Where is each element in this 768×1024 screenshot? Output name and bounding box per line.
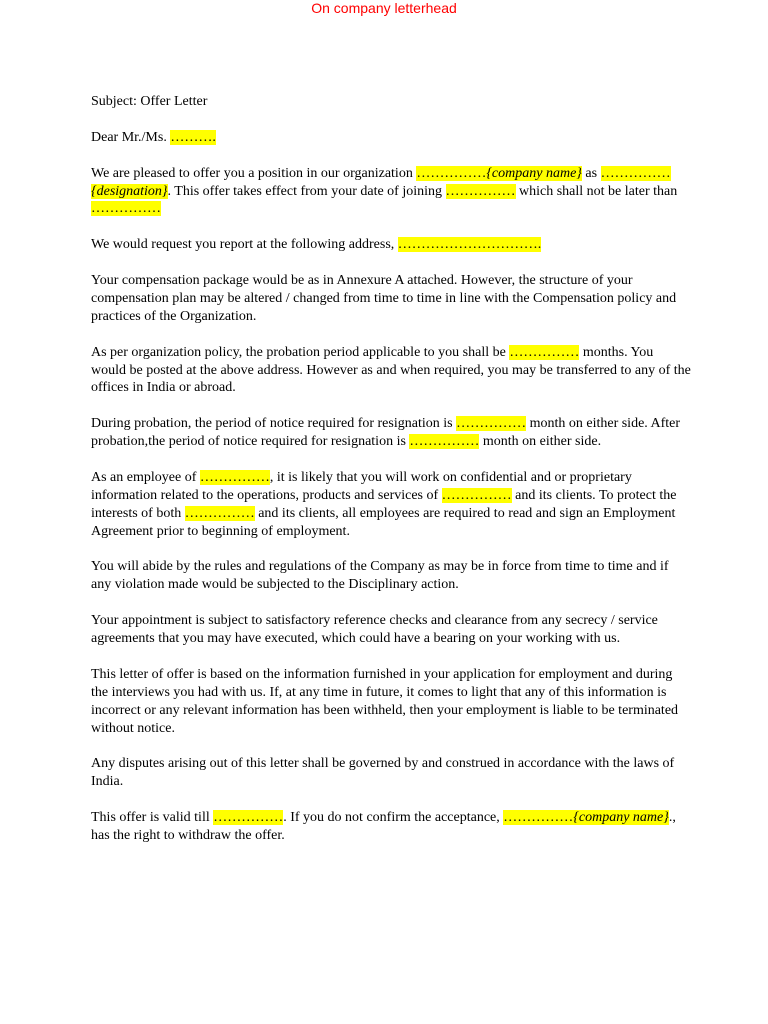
text-segment: ., has the right to withdraw the offer. (91, 810, 676, 843)
text-segment: month on either side. After probation,the period of notice required for resignation is (91, 416, 681, 450)
placeholder-hint: {company name} (573, 810, 669, 826)
placeholder-dots: …………… (416, 165, 487, 181)
paragraph-information-accuracy: This letter of offer is based on the information furnished in your application for employment and during the interviews you had with us. If, at any time in future, it comes to light that any of this information is incorrect or any relevant information has been withheld, then your employment is liable to be terminated without notice. (91, 666, 679, 736)
valid-till-placeholder: …………… (213, 810, 284, 826)
name-placeholder: ………. (170, 129, 216, 145)
text-segment: which shall not be later than (515, 183, 678, 199)
probation-months-placeholder: …………… (509, 344, 580, 360)
joining-date-placeholder: …………… (445, 183, 516, 199)
paragraph-offer-position (91, 165, 691, 219)
placeholder-hint: {company name} (486, 165, 582, 181)
placeholder-dots: …………… (503, 810, 574, 826)
paragraph-jurisdiction: Any disputes arising out of this letter shall be governed by and construed in accordance with the laws of India. (91, 756, 675, 790)
company-placeholder: …………… (441, 487, 512, 503)
probation-notice-placeholder: …………… (456, 416, 527, 432)
text-segment: This offer is valid till (91, 810, 214, 826)
text-segment: As per organization policy, the probation period applicable to you shall be (91, 344, 510, 360)
paragraph-confidentiality (91, 469, 691, 541)
paragraph-rules: You will abide by the rules and regulations of the Company as may be in force from time to time and if any violation made would be subjected to the Disciplinary action. (91, 559, 669, 593)
latest-date-placeholder: …………… (91, 201, 161, 217)
paragraph-notice-period (91, 415, 691, 451)
company-name-placeholder (503, 810, 669, 825)
text-segment: . If you do not confirm the acceptance, (283, 810, 504, 826)
address-placeholder: …………………………. (397, 237, 542, 253)
text-segment: and its clients. To protect the interests of both (91, 487, 677, 521)
paragraph-reference-checks: Your appointment is subject to satisfactory reference checks and clearance from any secrecy / service agreements that you may have executed, which could have a bearing on your working with us. (91, 613, 658, 647)
text-segment: During probation, the period of notice required for resignation is (91, 416, 457, 432)
text-segment: months. You would be posted at the above address. However as and when required, you may be transferred to any of the offices in India or abroad. (91, 344, 691, 396)
text-segment: as (581, 165, 601, 181)
company-placeholder: …………… (184, 505, 255, 521)
text-segment: We are pleased to offer you a position in our organization (91, 165, 417, 181)
placeholder-hint: {designation} (91, 183, 168, 199)
text-segment: and its clients, all employees are required to read and sign an Employment Agreement prior to beginning of employment. (91, 505, 676, 539)
paragraph-probation (91, 344, 691, 398)
offer-letter-body (91, 93, 691, 863)
post-probation-notice-placeholder: …………… (409, 434, 480, 450)
paragraph-compensation: Your compensation package would be as in Annexure A attached. However, the structure of your compensation plan may be altered / changed from time to time in line with the Compensation policy and practices of the Organization. (91, 273, 677, 324)
employer-placeholder: …………… (199, 469, 270, 485)
text-segment: , it is likely that you will work on confidential and or proprietary information related to the operations, products and services of (91, 469, 632, 503)
text-segment: We would request you report at the following address, (91, 237, 398, 253)
subject-line: Subject: Offer Letter (91, 94, 208, 109)
salutation-text: Dear Mr./Ms. (91, 129, 171, 145)
salutation (91, 129, 691, 147)
letterhead-note: On company letterhead (311, 0, 457, 16)
company-name-placeholder (416, 166, 582, 181)
placeholder-dots: …………… (600, 165, 671, 181)
paragraph-validity (91, 809, 691, 845)
text-segment: As an employee of (91, 469, 200, 485)
text-segment: . This offer takes effect from your date of joining (167, 183, 446, 199)
paragraph-report-address (91, 236, 691, 254)
text-segment: month on either side. (479, 434, 602, 450)
